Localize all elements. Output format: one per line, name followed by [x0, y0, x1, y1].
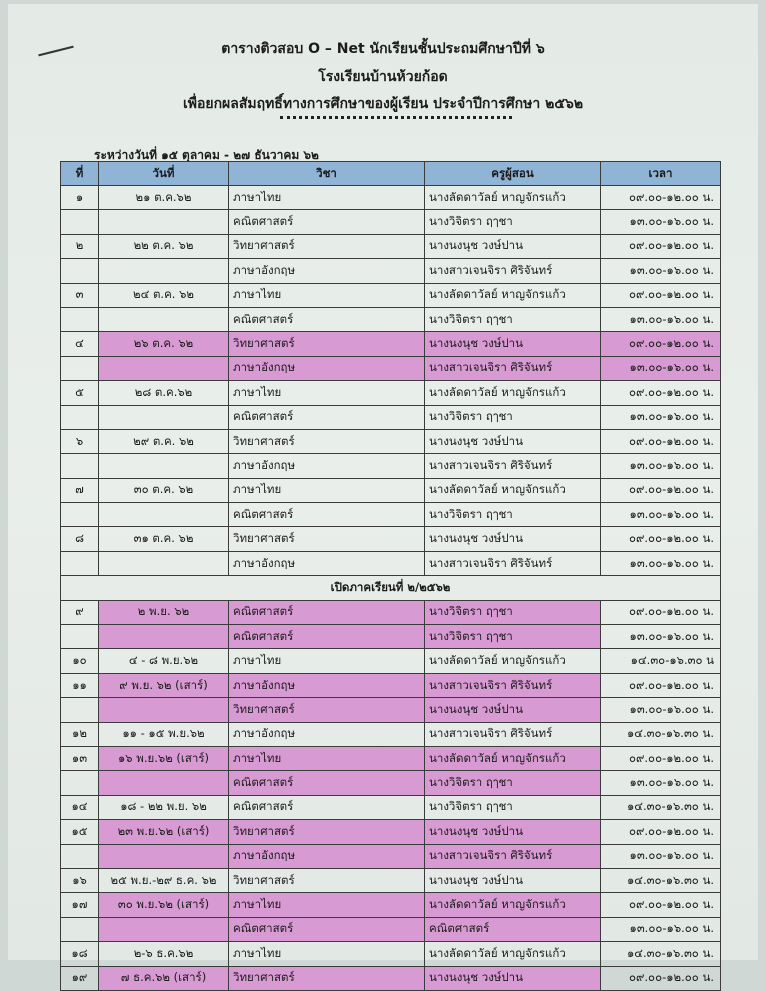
- cell-no: ๑: [61, 186, 99, 210]
- cell-teacher: นางสาวเจนจิรา ศิริจันทร์: [425, 356, 601, 380]
- cell-time: ๑๓.๐๐-๑๖.๐๐ น.: [601, 405, 721, 429]
- cell-date: [99, 917, 229, 941]
- cell-teacher: นางนงนุช วงษ์ปาน: [425, 527, 601, 551]
- cell-subject: ภาษาอังกฤษ: [229, 844, 425, 868]
- cell-date: ๒๔ ต.ค. ๖๒: [99, 283, 229, 307]
- cell-no: ๗: [61, 478, 99, 502]
- cell-time: ๑๔.๓๐-๑๖.๓๐ น.: [601, 868, 721, 892]
- cell-teacher: นางลัดดาวัลย์ หาญจักรแก้ว: [425, 649, 601, 673]
- dotted-divider: [280, 116, 512, 119]
- cell-subject: ภาษาไทย: [229, 381, 425, 405]
- cell-teacher: นางวิจิตรา ฤๅชา: [425, 307, 601, 331]
- cell-date: [99, 698, 229, 722]
- cell-date: [99, 551, 229, 575]
- cell-no: [61, 307, 99, 331]
- cell-date: ๓๐ พ.ย.๖๒ (เสาร์): [99, 893, 229, 917]
- cell-date: [99, 210, 229, 234]
- cell-date: [99, 625, 229, 649]
- cell-subject: ภาษาไทย: [229, 186, 425, 210]
- cell-subject: คณิตศาสตร์: [229, 600, 425, 624]
- cell-time: ๑๓.๐๐-๑๖.๐๐ น.: [601, 259, 721, 283]
- table-row: [61, 551, 721, 575]
- cell-no: [61, 210, 99, 234]
- cell-no: ๑๐: [61, 649, 99, 673]
- cell-subject: วิทยาศาสตร์: [229, 234, 425, 258]
- cell-time: ๐๙.๐๐-๑๒.๐๐ น.: [601, 234, 721, 258]
- cell-no: [61, 844, 99, 868]
- cell-subject: คณิตศาสตร์: [229, 210, 425, 234]
- cell-teacher: นางนงนุช วงษ์ปาน: [425, 429, 601, 453]
- cell-date: ๒ พ.ย. ๖๒: [99, 600, 229, 624]
- cell-teacher: นางสาวเจนจิรา ศิริจันทร์: [425, 454, 601, 478]
- table-row: [61, 405, 721, 429]
- cell-subject: คณิตศาสตร์: [229, 307, 425, 331]
- table-row: [61, 893, 721, 917]
- cell-teacher: นางนงนุช วงษ์ปาน: [425, 234, 601, 258]
- cell-no: [61, 917, 99, 941]
- cell-teacher: นางลัดดาวัลย์ หาญจักรแก้ว: [425, 893, 601, 917]
- cell-teacher: นางวิจิตรา ฤๅชา: [425, 795, 601, 819]
- cell-teacher: คณิตศาสตร์: [425, 917, 601, 941]
- cell-date: ๒๒ ต.ค. ๖๒: [99, 234, 229, 258]
- cell-time: ๑๓.๐๐-๑๖.๐๐ น.: [601, 356, 721, 380]
- cell-teacher: นางนงนุช วงษ์ปาน: [425, 332, 601, 356]
- table-row: [61, 454, 721, 478]
- cell-date: ๑๖ พ.ย.๖๒ (เสาร์): [99, 746, 229, 770]
- cell-subject: ภาษาอังกฤษ: [229, 722, 425, 746]
- cell-date: [99, 405, 229, 429]
- table-header-row: [61, 162, 721, 186]
- col-header-subject: วิชา: [229, 162, 425, 186]
- table-row: [61, 234, 721, 258]
- cell-teacher: นางวิจิตรา ฤๅชา: [425, 625, 601, 649]
- table-row: [61, 625, 721, 649]
- cell-time: ๐๙.๐๐-๑๒.๐๐ น.: [601, 283, 721, 307]
- cell-date: [99, 771, 229, 795]
- cell-date: ๓๑ ต.ค. ๖๒: [99, 527, 229, 551]
- cell-date: [99, 259, 229, 283]
- cell-teacher: นางวิจิตรา ฤๅชา: [425, 600, 601, 624]
- cell-time: ๑๓.๐๐-๑๖.๐๐ น.: [601, 771, 721, 795]
- cell-no: ๑๔: [61, 795, 99, 819]
- cell-date: ๒๓ พ.ย.๖๒ (เสาร์): [99, 820, 229, 844]
- cell-time: ๐๙.๐๐-๑๒.๐๐ น.: [601, 820, 721, 844]
- cell-subject: ภาษาไทย: [229, 746, 425, 770]
- schedule-table: [60, 161, 721, 991]
- semester-heading: เปิดภาคเรียนที่ ๒/๒๕๖๒: [61, 576, 721, 600]
- table-row: [61, 527, 721, 551]
- cell-teacher: นางสาวเจนจิรา ศิริจันทร์: [425, 673, 601, 697]
- cell-subject: วิทยาศาสตร์: [229, 429, 425, 453]
- table-row: [61, 942, 721, 966]
- cell-date: [99, 844, 229, 868]
- table-row: [61, 600, 721, 624]
- cell-teacher: นางนงนุช วงษ์ปาน: [425, 698, 601, 722]
- cell-subject: ภาษาอังกฤษ: [229, 356, 425, 380]
- cell-teacher: นางนงนุช วงษ์ปาน: [425, 820, 601, 844]
- cell-time: ๐๙.๐๐-๑๒.๐๐ น.: [601, 478, 721, 502]
- cell-time: ๐๙.๐๐-๑๒.๐๐ น.: [601, 893, 721, 917]
- cell-subject: วิทยาศาสตร์: [229, 527, 425, 551]
- table-row: [61, 795, 721, 819]
- table-row: [61, 868, 721, 892]
- cell-teacher: นางวิจิตรา ฤๅชา: [425, 405, 601, 429]
- table-row: [61, 503, 721, 527]
- cell-no: ๖: [61, 429, 99, 453]
- cell-teacher: นางสาวเจนจิรา ศิริจันทร์: [425, 259, 601, 283]
- cell-time: ๐๙.๐๐-๑๒.๐๐ น.: [601, 332, 721, 356]
- cell-date: ๒๘ ต.ค.๖๒: [99, 381, 229, 405]
- title-line-2: โรงเรียนบ้านห้วยก้อด: [318, 69, 448, 85]
- cell-no: ๔: [61, 332, 99, 356]
- cell-no: [61, 625, 99, 649]
- table-row: [61, 649, 721, 673]
- cell-time: ๐๙.๐๐-๑๒.๐๐ น.: [601, 673, 721, 697]
- cell-subject: วิทยาศาสตร์: [229, 698, 425, 722]
- cell-time: ๑๓.๐๐-๑๖.๐๐ น.: [601, 210, 721, 234]
- cell-subject: ภาษาไทย: [229, 893, 425, 917]
- cell-no: [61, 698, 99, 722]
- cell-date: ๑๑ - ๑๕ พ.ย.๖๒: [99, 722, 229, 746]
- cell-time: ๑๓.๐๐-๑๖.๐๐ น.: [601, 307, 721, 331]
- cell-teacher: นางลัดดาวัลย์ หาญจักรแก้ว: [425, 746, 601, 770]
- cell-subject: คณิตศาสตร์: [229, 503, 425, 527]
- cell-date: ๒-๖ ธ.ค.๖๒: [99, 942, 229, 966]
- cell-teacher: นางสาวเจนจิรา ศิริจันทร์: [425, 551, 601, 575]
- cell-teacher: นางนงนุช วงษ์ปาน: [425, 868, 601, 892]
- cell-date: ๒๖ ต.ค. ๖๒: [99, 332, 229, 356]
- cell-time: ๑๔.๓๐-๑๖.๓๐ น.: [601, 942, 721, 966]
- cell-no: ๑๗: [61, 893, 99, 917]
- cell-date: [99, 307, 229, 331]
- cell-date: ๒๕ พ.ย.-๒๙ ธ.ค. ๖๒: [99, 868, 229, 892]
- cell-no: ๑๖: [61, 868, 99, 892]
- cell-no: ๒: [61, 234, 99, 258]
- cell-no: ๑๑: [61, 673, 99, 697]
- cell-subject: วิทยาศาสตร์: [229, 868, 425, 892]
- cell-no: ๙: [61, 600, 99, 624]
- cell-time: ๑๔.๓๐-๑๖.๓๐ น.: [601, 795, 721, 819]
- table-row: [61, 307, 721, 331]
- title-line-1: ตารางติวสอบ O – Net นักเรียนชั้นประถมศึกษาปีที่ ๖: [221, 41, 545, 57]
- cell-teacher: นางสาวเจนจิรา ศิริจันทร์: [425, 722, 601, 746]
- cell-no: [61, 405, 99, 429]
- table-row: [61, 478, 721, 502]
- cell-teacher: นางลัดดาวัลย์ หาญจักรแก้ว: [425, 283, 601, 307]
- cell-date: ๓๐ ต.ค. ๖๒: [99, 478, 229, 502]
- table-row: [61, 673, 721, 697]
- cell-subject: คณิตศาสตร์: [229, 771, 425, 795]
- table-row: [61, 746, 721, 770]
- title-line-3: เพื่อยกผลสัมฤทธิ์ทางการศึกษาของผู้เรียน ประจำปีการศึกษา ๒๕๖๒: [182, 96, 584, 112]
- cell-time: ๑๓.๐๐-๑๖.๐๐ น.: [601, 454, 721, 478]
- table-row: [61, 722, 721, 746]
- cell-no: ๑๕: [61, 820, 99, 844]
- cell-date: ๗ ธ.ค.๖๒ (เสาร์): [99, 966, 229, 990]
- cell-no: [61, 454, 99, 478]
- cell-subject: วิทยาศาสตร์: [229, 966, 425, 990]
- cell-teacher: นางวิจิตรา ฤๅชา: [425, 503, 601, 527]
- cell-teacher: นางวิจิตรา ฤๅชา: [425, 771, 601, 795]
- cell-subject: ภาษาไทย: [229, 942, 425, 966]
- table-row: [61, 844, 721, 868]
- cell-time: ๑๓.๐๐-๑๖.๐๐ น.: [601, 503, 721, 527]
- cell-time: ๑๔.๓๐-๑๖.๓๐ น: [601, 649, 721, 673]
- date-range: ระหว่างวันที่ ๑๕ ตุลาคม - ๒๗ ธันวาคม ๖๒: [94, 148, 319, 162]
- cell-date: ๒๙ ต.ค. ๖๒: [99, 429, 229, 453]
- cell-teacher: นางลัดดาวัลย์ หาญจักรแก้ว: [425, 942, 601, 966]
- semester-section-row: [61, 576, 721, 600]
- table-row: [61, 186, 721, 210]
- cell-subject: ภาษาไทย: [229, 649, 425, 673]
- cell-date: ๑๘ - ๒๒ พ.ย. ๖๒: [99, 795, 229, 819]
- cell-time: ๑๓.๐๐-๑๖.๐๐ น.: [601, 551, 721, 575]
- cell-date: ๒๑ ต.ค.๖๒: [99, 186, 229, 210]
- cell-no: ๓: [61, 283, 99, 307]
- table-row: [61, 381, 721, 405]
- cell-no: ๑๙: [61, 966, 99, 990]
- col-header-no: ที่: [61, 162, 99, 186]
- cell-date: [99, 503, 229, 527]
- cell-no: ๑๒: [61, 722, 99, 746]
- cell-subject: ภาษาอังกฤษ: [229, 551, 425, 575]
- cell-time: ๑๓.๐๐-๑๖.๐๐ น.: [601, 625, 721, 649]
- cell-no: [61, 259, 99, 283]
- col-header-time: เวลา: [601, 162, 721, 186]
- cell-subject: ภาษาไทย: [229, 283, 425, 307]
- cell-teacher: นางสาวเจนจิรา ศิริจันทร์: [425, 844, 601, 868]
- cell-teacher: นางลัดดาวัลย์ หาญจักรแก้ว: [425, 186, 601, 210]
- cell-time: ๐๙.๐๐-๑๒.๐๐ น.: [601, 186, 721, 210]
- col-header-teacher: ครูผู้สอน: [425, 162, 601, 186]
- cell-time: ๑๓.๐๐-๑๖.๐๐ น.: [601, 844, 721, 868]
- cell-no: [61, 551, 99, 575]
- cell-subject: ภาษาอังกฤษ: [229, 454, 425, 478]
- table-row: [61, 820, 721, 844]
- table-row: [61, 356, 721, 380]
- cell-no: [61, 503, 99, 527]
- cell-time: ๐๙.๐๐-๑๒.๐๐ น.: [601, 381, 721, 405]
- cell-time: ๐๙.๐๐-๑๒.๐๐ น.: [601, 600, 721, 624]
- cell-subject: ภาษาไทย: [229, 478, 425, 502]
- cell-subject: ภาษาอังกฤษ: [229, 259, 425, 283]
- cell-teacher: นางลัดดาวัลย์ หาญจักรแก้ว: [425, 478, 601, 502]
- col-header-date: วันที่: [99, 162, 229, 186]
- cell-no: [61, 356, 99, 380]
- table-row: [61, 210, 721, 234]
- cell-time: ๐๙.๐๐-๑๒.๐๐ น.: [601, 429, 721, 453]
- cell-time: ๐๙.๐๐-๑๒.๐๐ น.: [601, 527, 721, 551]
- table-row: [61, 917, 721, 941]
- table-row: [61, 259, 721, 283]
- cell-date: ๙ พ.ย. ๖๒ (เสาร์): [99, 673, 229, 697]
- table-row: [61, 771, 721, 795]
- table-row: [61, 332, 721, 356]
- cell-time: ๑๓.๐๐-๑๖.๐๐ น.: [601, 698, 721, 722]
- cell-teacher: นางวิจิตรา ฤๅชา: [425, 210, 601, 234]
- cell-date: [99, 454, 229, 478]
- cell-subject: วิทยาศาสตร์: [229, 820, 425, 844]
- table-row: [61, 429, 721, 453]
- table-row: [61, 283, 721, 307]
- schedule-paper: [8, 4, 758, 985]
- cell-no: ๑๓: [61, 746, 99, 770]
- cell-subject: คณิตศาสตร์: [229, 405, 425, 429]
- cell-time: ๐๙.๐๐-๑๒.๐๐ น.: [601, 746, 721, 770]
- cell-no: ๑๘: [61, 942, 99, 966]
- cell-subject: วิทยาศาสตร์: [229, 332, 425, 356]
- table-row: [61, 966, 721, 990]
- table-row: [61, 698, 721, 722]
- cell-date: ๔ - ๘ พ.ย.๖๒: [99, 649, 229, 673]
- cell-teacher: นางนงนุช วงษ์ปาน: [425, 966, 601, 990]
- cell-subject: คณิตศาสตร์: [229, 795, 425, 819]
- cell-date: [99, 356, 229, 380]
- cell-no: ๕: [61, 381, 99, 405]
- cell-teacher: นางลัดดาวัลย์ หาญจักรแก้ว: [425, 381, 601, 405]
- cell-subject: คณิตศาสตร์: [229, 625, 425, 649]
- cell-time: ๐๙.๐๐-๑๒.๐๐ น.: [601, 966, 721, 990]
- cell-time: ๑๔.๓๐-๑๖.๓๐ น.: [601, 722, 721, 746]
- cell-no: [61, 771, 99, 795]
- cell-subject: ภาษาอังกฤษ: [229, 673, 425, 697]
- cell-subject: คณิตศาสตร์: [229, 917, 425, 941]
- cell-no: ๘: [61, 527, 99, 551]
- cell-time: ๑๓.๐๐-๑๖.๐๐ น.: [601, 917, 721, 941]
